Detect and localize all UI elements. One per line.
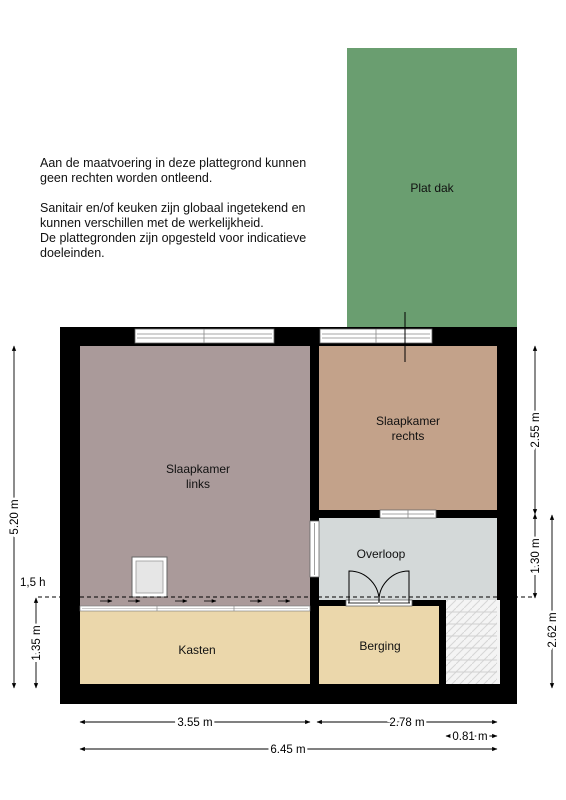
disclaimer-line: kunnen verschillen met de werkelijkheid. [40,216,264,230]
label-closets: Kasten [178,643,216,657]
disclaimer-line: Sanitair en/of keuken zijn globaal ingetekend en [40,201,306,215]
disclaimer-line: geen rechten worden ontleend. [40,171,213,185]
dim-height-right-top: 2.55 m [530,412,542,448]
window-left [135,329,274,343]
dim-width-total: 6.45 m [270,744,306,756]
dim-slope-line: 1,5 h [20,577,46,589]
stairwell [446,600,497,684]
label-bedroom-left-1: Slaapkamer [165,462,231,476]
label-bedroom-right-2: rechts [391,429,425,443]
disclaimer-line: doeleinden. [40,246,105,260]
label-bedroom-right-1: Slaapkamer [375,414,441,428]
label-roof: Plat dak [410,181,454,195]
dim-width-left: 3.55 m [177,717,213,729]
room-bedroom-right [319,346,497,510]
label-bedroom-left-2: links [185,477,211,491]
label-landing: Overloop [356,547,406,561]
label-storage: Berging [359,639,401,653]
window-right [320,329,432,343]
disclaimer-line: De plattegronden zijn opgesteld voor indicatieve [40,231,307,245]
dim-height-right-bottom: 2.62 m [547,612,559,648]
sliding-door-right [380,510,436,518]
skylight [132,557,167,597]
sliding-door-left [310,521,319,577]
dim-width-small: 0.81 m [452,731,488,743]
dim-width-right: 2.78 m [389,717,425,729]
stair-opening [497,600,500,684]
dim-height-right-mid: 1.30 m [530,538,542,574]
room-landing [319,518,497,600]
dim-height-lower-left: 1.35 m [31,625,43,661]
dim-height-total: 5.20 m [9,499,21,535]
disclaimer-line: Aan de maatvoering in deze plattegrond kunnen [40,156,307,170]
